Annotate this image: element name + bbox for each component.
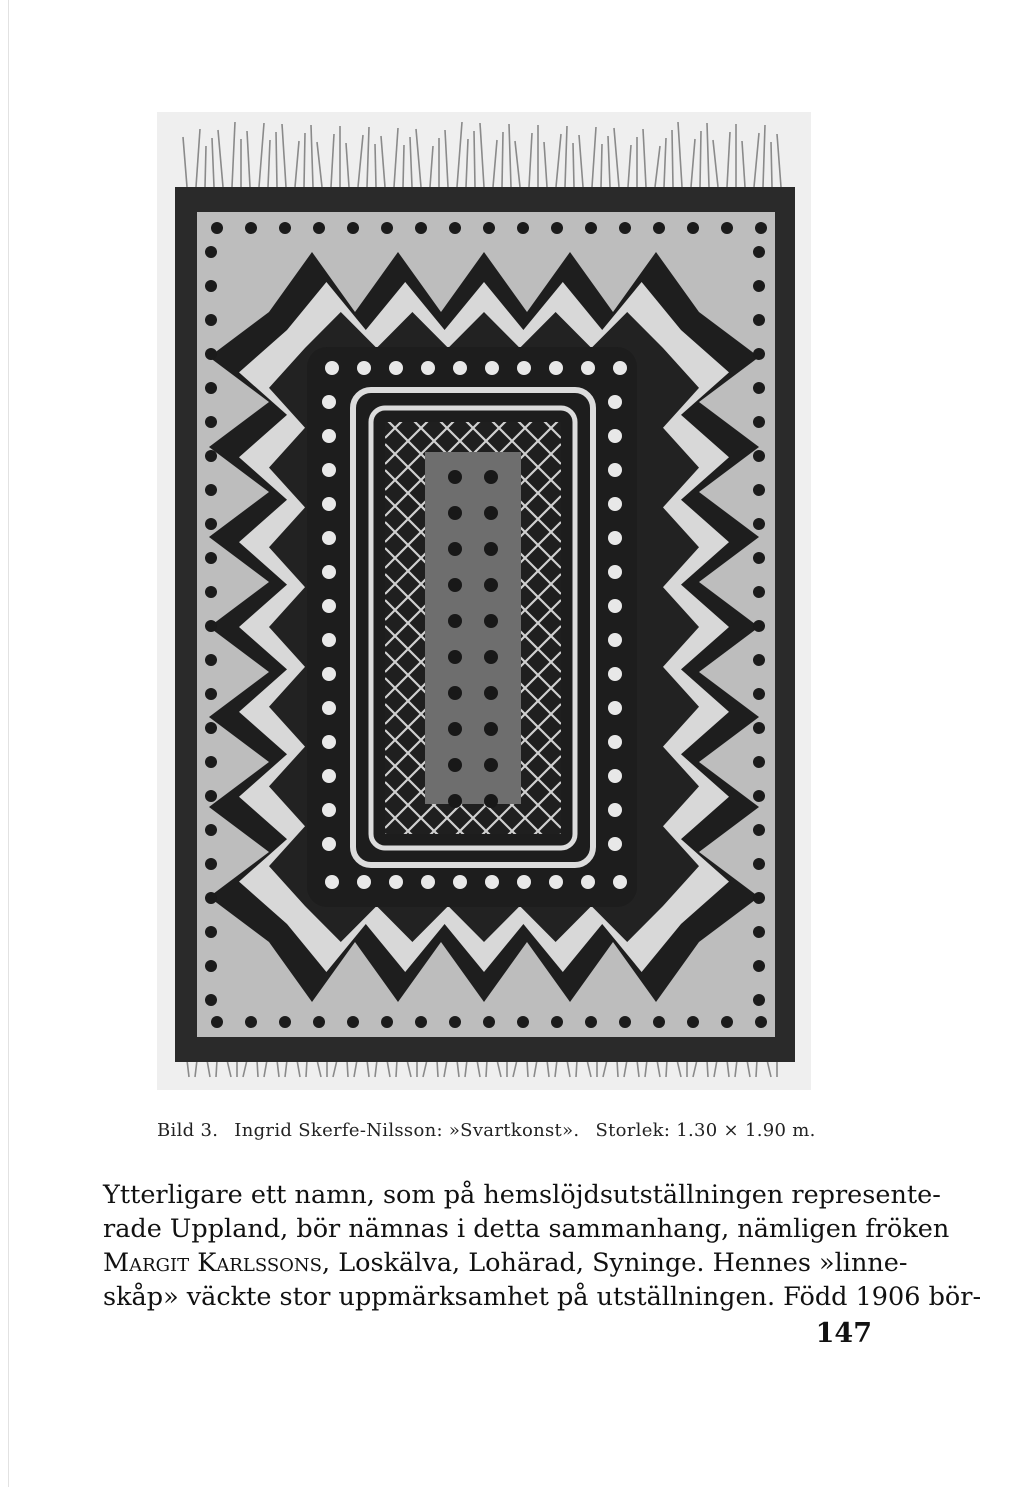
body-line-3-rest: , Loskälva, Lohärad, Syninge. Hennes »linne- xyxy=(322,1248,908,1278)
caption-artist-title: Ingrid Skerfe-Nilsson: »Svartkonst». xyxy=(234,1120,580,1141)
rug-photograph xyxy=(157,112,811,1090)
rug-illustration xyxy=(157,112,811,1090)
figure-caption xyxy=(157,1120,837,1141)
page-edge xyxy=(8,0,9,1487)
body-paragraph xyxy=(103,1178,982,1314)
body-line-4: skåp» väckte stor uppmärksamhet på utställningen. Född 1906 bör- xyxy=(103,1282,982,1312)
caption-size: Storlek: 1.30 × 1.90 m. xyxy=(595,1120,816,1141)
caption-prefix: Bild 3. xyxy=(157,1120,219,1141)
body-line-2: rade Uppland, bör nämnas i detta sammanhang, nämligen fröken xyxy=(103,1214,950,1244)
body-line-3 xyxy=(103,1246,908,1280)
body-line-1: Ytterligare ett namn, som på hemslöjdsutställningen represente- xyxy=(103,1180,941,1210)
person-name: Margit Karlssons xyxy=(103,1248,323,1278)
page-number: 147 xyxy=(815,1318,872,1349)
